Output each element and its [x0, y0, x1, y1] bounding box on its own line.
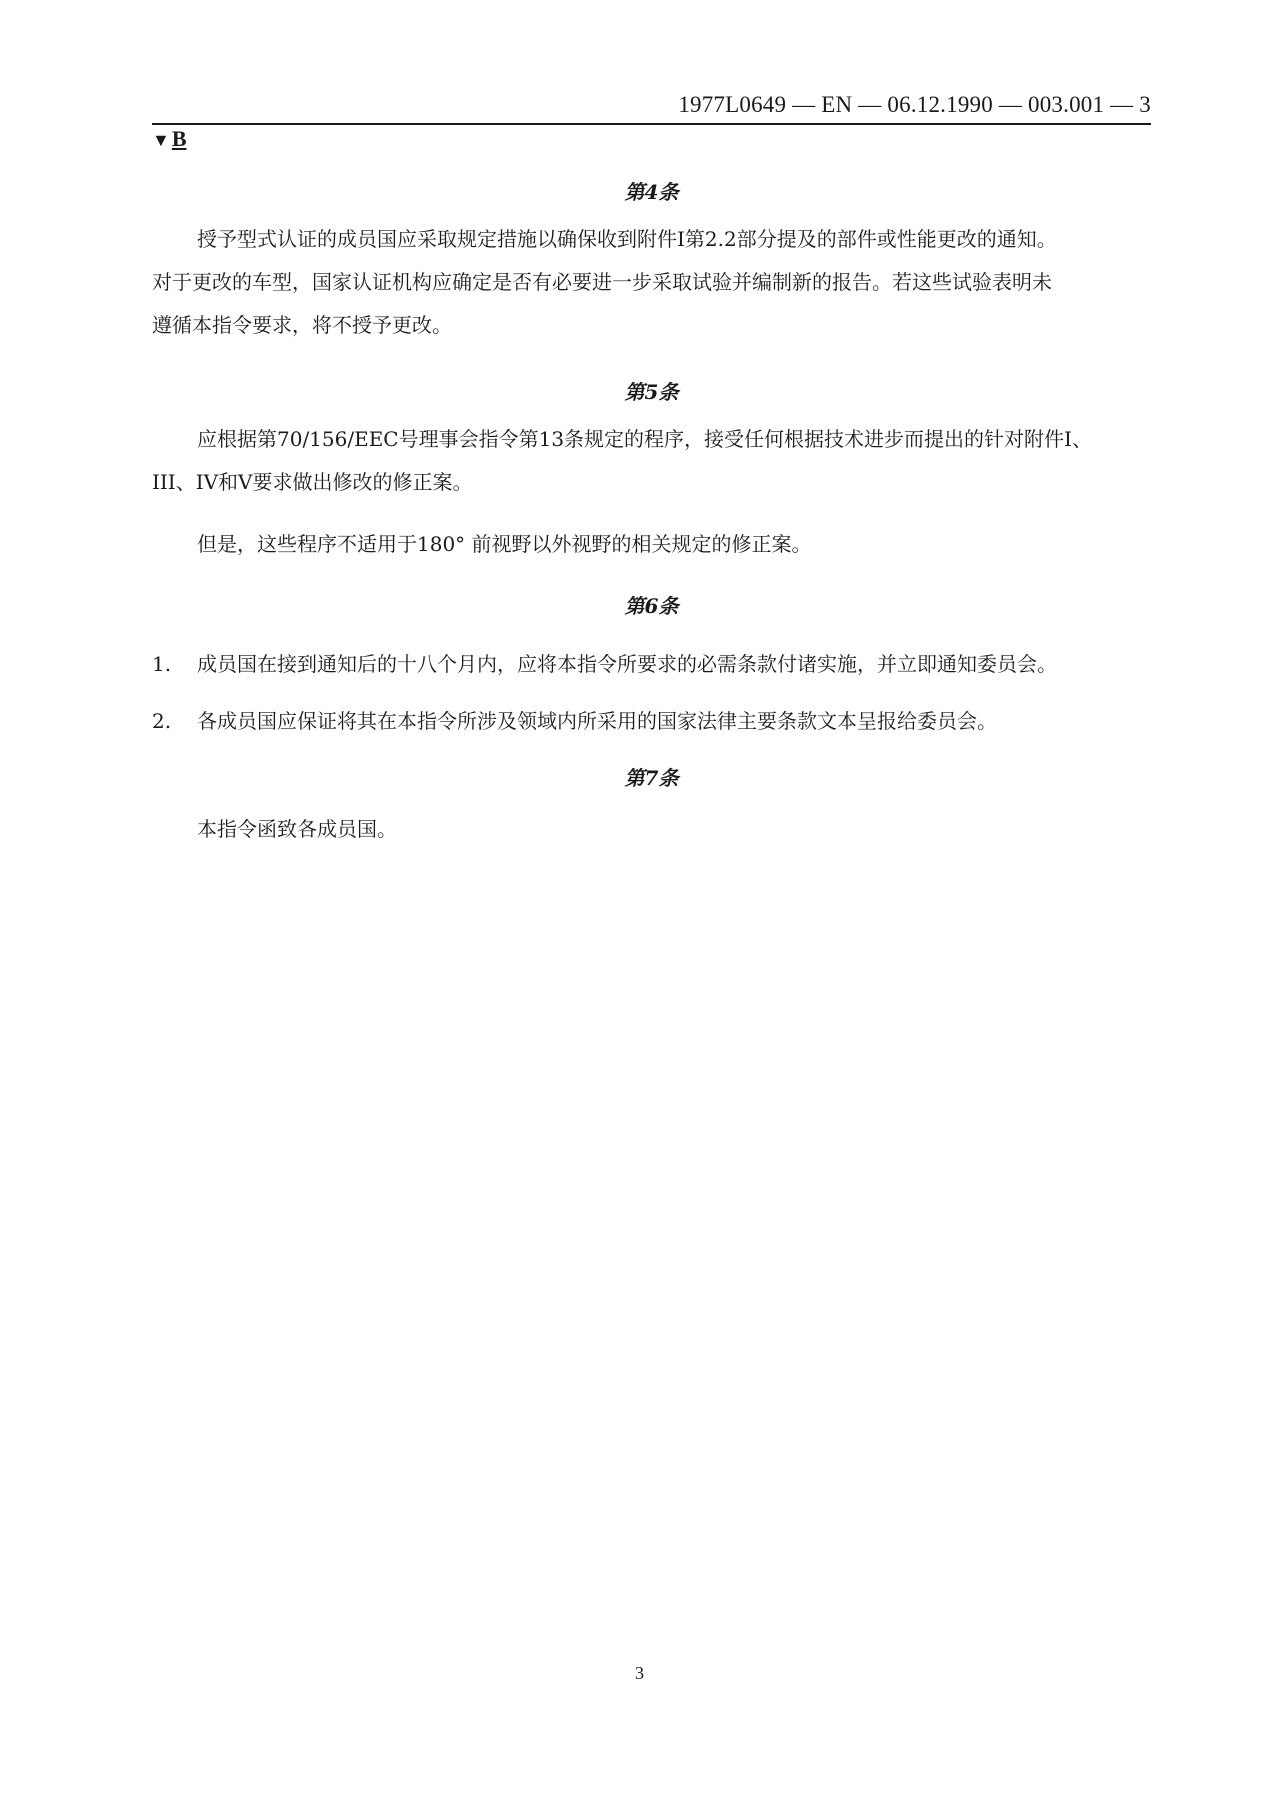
article-5-paragraph-1 [152, 418, 1152, 504]
article-5-line-1: 应根据第70/156/EEC号理事会指令第13条规定的程序，接受任何根据技术进步而提出的针对附件I、 [197, 427, 1092, 451]
article-6-item-1 [152, 648, 1152, 677]
article-7-title: 第7条 [624, 766, 679, 790]
article-4-line-3: 遵循本指令要求，将不授予更改。 [152, 313, 452, 337]
document-reference-header: 1977L0649 — EN — 06.12.1990 — 003.001 — 3 [678, 92, 1151, 117]
triangle-down-icon: ▼ [152, 130, 170, 150]
item-text: 成员国在接到通知后的十八个月内，应将本指令所要求的必需条款付诸实施，并立即通知委员会。 [197, 652, 1057, 676]
amendment-marker [152, 126, 187, 152]
article-4-line-1: 授予型式认证的成员国应采取规定措施以确保收到附件I第2.2部分提及的部件或性能更改的通知。 [197, 227, 1057, 251]
article-5-title: 第5条 [624, 380, 679, 404]
article-4-line-2: 对于更改的车型，国家认证机构应确定是否有必要进一步采取试验并编制新的报告。若这些试验表明未 [152, 270, 1052, 294]
header-rule [152, 123, 1151, 125]
article-4-paragraph [152, 218, 1152, 347]
article-7-line-1: 本指令函致各成员国。 [197, 817, 397, 841]
article-6-title: 第6条 [624, 594, 679, 618]
item-number: 2. [152, 709, 172, 733]
article-7-paragraph [152, 808, 1152, 851]
article-4-title: 第4条 [624, 180, 679, 204]
page-number: 3 [635, 1663, 644, 1683]
item-text: 各成员国应保证将其在本指令所涉及领域内所采用的国家法律主要条款文本呈报给委员会。 [197, 709, 997, 733]
article-5-line-2: III、IV和V要求做出修改的修正案。 [152, 470, 473, 494]
article-6-item-2 [152, 705, 1152, 734]
item-number: 1. [152, 652, 172, 676]
article-5-paragraph-2 [152, 523, 1152, 566]
amendment-code: B [171, 126, 187, 151]
article-5-line-3: 但是，这些程序不适用于180° 前视野以外视野的相关规定的修正案。 [197, 532, 812, 556]
